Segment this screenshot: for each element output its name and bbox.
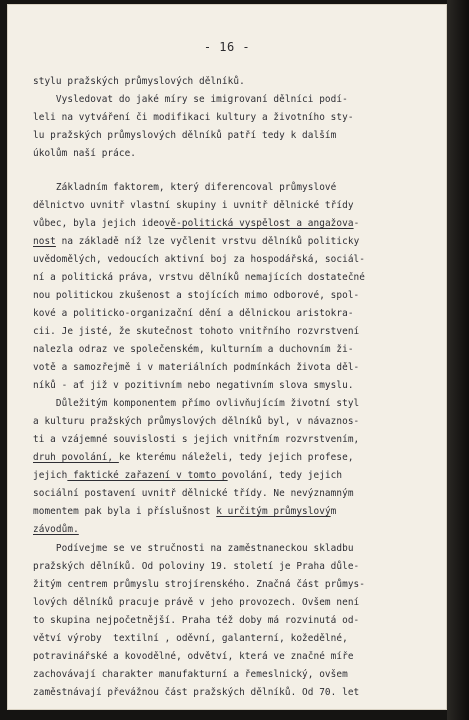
text-line: zachovávají charakter manufakturní a řemeslnický, ovšem [33,669,348,680]
text-line: stylu pražských průmyslových dělníků. [33,76,245,87]
text-line: uvědomělých, vedoucích aktivní boj za hospodářská, sociál- [33,254,366,265]
text-line: ti a vzájemné souvislosti s jejich vnitřním rozvrstvením, [33,434,360,445]
text-line: lu pražských průmyslových dělníků patří tedy k dalším [33,130,337,141]
text-line: lových dělníků pracuje právě v jeho provozech. Ovšem není [33,597,360,608]
underlined-phrase: nost [33,236,56,247]
underlined-phrase: vě-politická vyspělost a angažova [164,218,354,229]
text-line: leli na vytváření či modifikaci kultury a životního sty- [33,112,354,123]
page-edge-shadow [447,0,469,720]
text-line: Základním faktorem, který diferencoval průmyslové [33,182,337,193]
text-line: ní a politická práva, vrstvu dělníků nemajících dostatečné [33,272,366,283]
text-line: zaměstnávají převážnou část pražských dělníků. Od 70. let [33,687,360,698]
text-line: vůbec, byla jejich ideově-politická vyspělost a angažova- [33,218,360,229]
underlined-phrase: k určitým průmyslový [216,506,331,517]
text-line: sociální postavení uvnitř dělnické třídy. Ne nevýznamným [33,488,354,499]
page-number: - 16 - [203,40,251,54]
text-line: dělnictvo uvnitř vlastní skupiny i uvnitř dělnické třídy [33,200,354,211]
text-line: níků - ať již v pozitivním nebo negativním slova smyslu. [33,380,354,391]
text-line: kové a politicko-organizační dění a dělnickou aristokra- [33,308,354,319]
text-line: druh povolání, ke kterému náleželi, tedy jejich profese, [33,452,354,463]
text-line: Vysledovat do jaké míry se imigrovaní dělníci podí- [33,94,348,105]
text-line: votě a samozřejmě i v materiálních podmínkách života děl- [33,362,360,373]
text-line: momentem pak byla i příslušnost k určitým průmyslovým [33,506,337,517]
text-line: pražských dělníků. Od poloviny 19. století je Praha důle- [33,561,360,572]
text-line: Podívejme se ve stručnosti na zaměstnaneckou skladbu [33,543,354,554]
text-line: potravinářské a kovodělné, odvětví, která ve značné míře [33,651,354,662]
underlined-phrase: faktické zařazení v tomto p [67,470,228,481]
underlined-phrase: druh povolání, [33,452,119,463]
text-line: žitým centrem průmyslu strojírenského. Značná část průmys- [33,579,366,590]
text-line: to skupina nejpočetnější. Praha též doby má rozvinutá od- [33,615,360,626]
text-line: nalezla odraz ve společenském, kulturním a duchovním ži- [33,344,354,355]
text-line: nost na základě níž lze vyčlenit vrstvu dělníků politicky [33,236,360,247]
text-line: Důležitým komponentem přímo ovlivňujícím životní styl [33,398,360,409]
text-line: větví výroby textilní , oděvní, galanterní, kožedělné, [33,633,348,644]
text-line: nou politickou zkušenost a stojících mimo odborové, spol- [33,290,360,301]
text-line: a kulturu pražských průmyslových dělníků byl, v návaznos- [33,416,360,427]
underlined-phrase: závodům. [33,524,79,535]
text-line [33,524,79,536]
text-line: úkolům naší práce. [33,148,137,159]
text-line: jejich faktické zařazení v tomto povolání, tedy jejich [33,470,343,481]
text-line: cii. Je jisté, že skutečnost tohoto vnitřního rozvrstvení [33,326,360,337]
document-page [7,4,447,710]
